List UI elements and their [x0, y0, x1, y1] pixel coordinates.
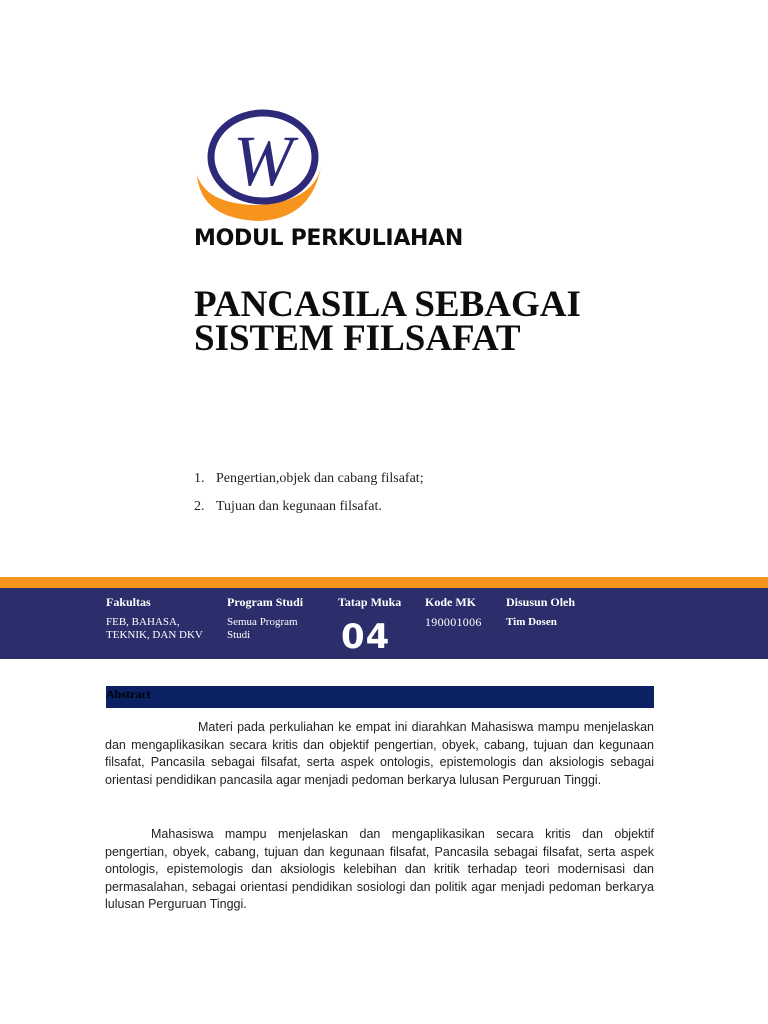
disusun-oleh-value: Tim Dosen — [506, 616, 557, 628]
list-item-number: 1. — [194, 471, 205, 486]
fakultas-label: Fakultas — [106, 595, 151, 609]
disusun-oleh-label: Disusun Oleh — [506, 595, 576, 609]
program-studi-value: Semua Program Studi — [227, 616, 298, 641]
page-title-line: PANCASILA SEBAGAI — [194, 284, 581, 325]
modul-title: MODUL PERKULIAHAN — [194, 226, 463, 251]
program-studi-column — [227, 595, 319, 642]
tatap-muka-column — [338, 595, 418, 610]
orange-divider — [0, 577, 768, 588]
program-studi-label: Program Studi — [227, 595, 304, 609]
tatap-muka-value: 04 — [341, 617, 391, 657]
course-info-band — [0, 588, 768, 659]
abstract-paragraph: Materi pada perkuliahan ke empat ini diarahkan Mahasiswa mampu menjelaskan dan mengaplikasikan secara kritis dan objektif pengertian, obyek, cabang, tujuan dan kegunaan filsafat, Pancasila sebagai filsafat, serta aspek ontologis, epistemologis dan aksiologis sebagai orientasi pendidikan pancasila agar menjadi pedoman berkarya lulusan Perguruan Tinggi. — [105, 720, 654, 787]
fakultas-column — [106, 595, 218, 642]
abstract-label: Abstract — [106, 687, 151, 701]
abstract-paragraph: Mahasiswa mampu menjelaskan dan mengaplikasikan secara kritis dan objektif pengertian, obyek, cabang, tujuan dan kegunaan filsafat, Pancasila sebagai filsafat, serta aspek ontologis, epistemologis dan aksiologis kelebihan dan kritik terhadap teori modernisasi dan permasalahan, sebagai orientasi pendidikan sosiologi dan politik agar menjadi pedoman berkarya lulusan Perguruan Tinggi. — [105, 827, 654, 911]
list-item — [194, 498, 424, 526]
kode-mk-value: 190001006 — [425, 615, 482, 629]
logo-letter: W — [233, 121, 293, 201]
list-item-text: Tujuan dan kegunaan filsafat. — [216, 499, 382, 514]
kode-mk-column — [425, 595, 503, 629]
page-title — [194, 284, 714, 359]
topic-list — [194, 470, 424, 526]
list-item-number: 2. — [194, 499, 205, 514]
kode-mk-label: Kode MK — [425, 595, 476, 609]
abstract-header-bar — [106, 686, 654, 708]
page-title-line: SISTEM FILSAFAT — [194, 318, 521, 359]
university-logo — [193, 107, 325, 225]
fakultas-value: FEB, BAHASA, TEKNIK, DAN DKV — [106, 616, 203, 641]
tatap-muka-label: Tatap Muka — [338, 595, 402, 609]
list-item — [194, 470, 424, 498]
disusun-oleh-column — [506, 595, 596, 629]
list-item-text: Pengertian,objek dan cabang filsafat; — [216, 471, 424, 486]
